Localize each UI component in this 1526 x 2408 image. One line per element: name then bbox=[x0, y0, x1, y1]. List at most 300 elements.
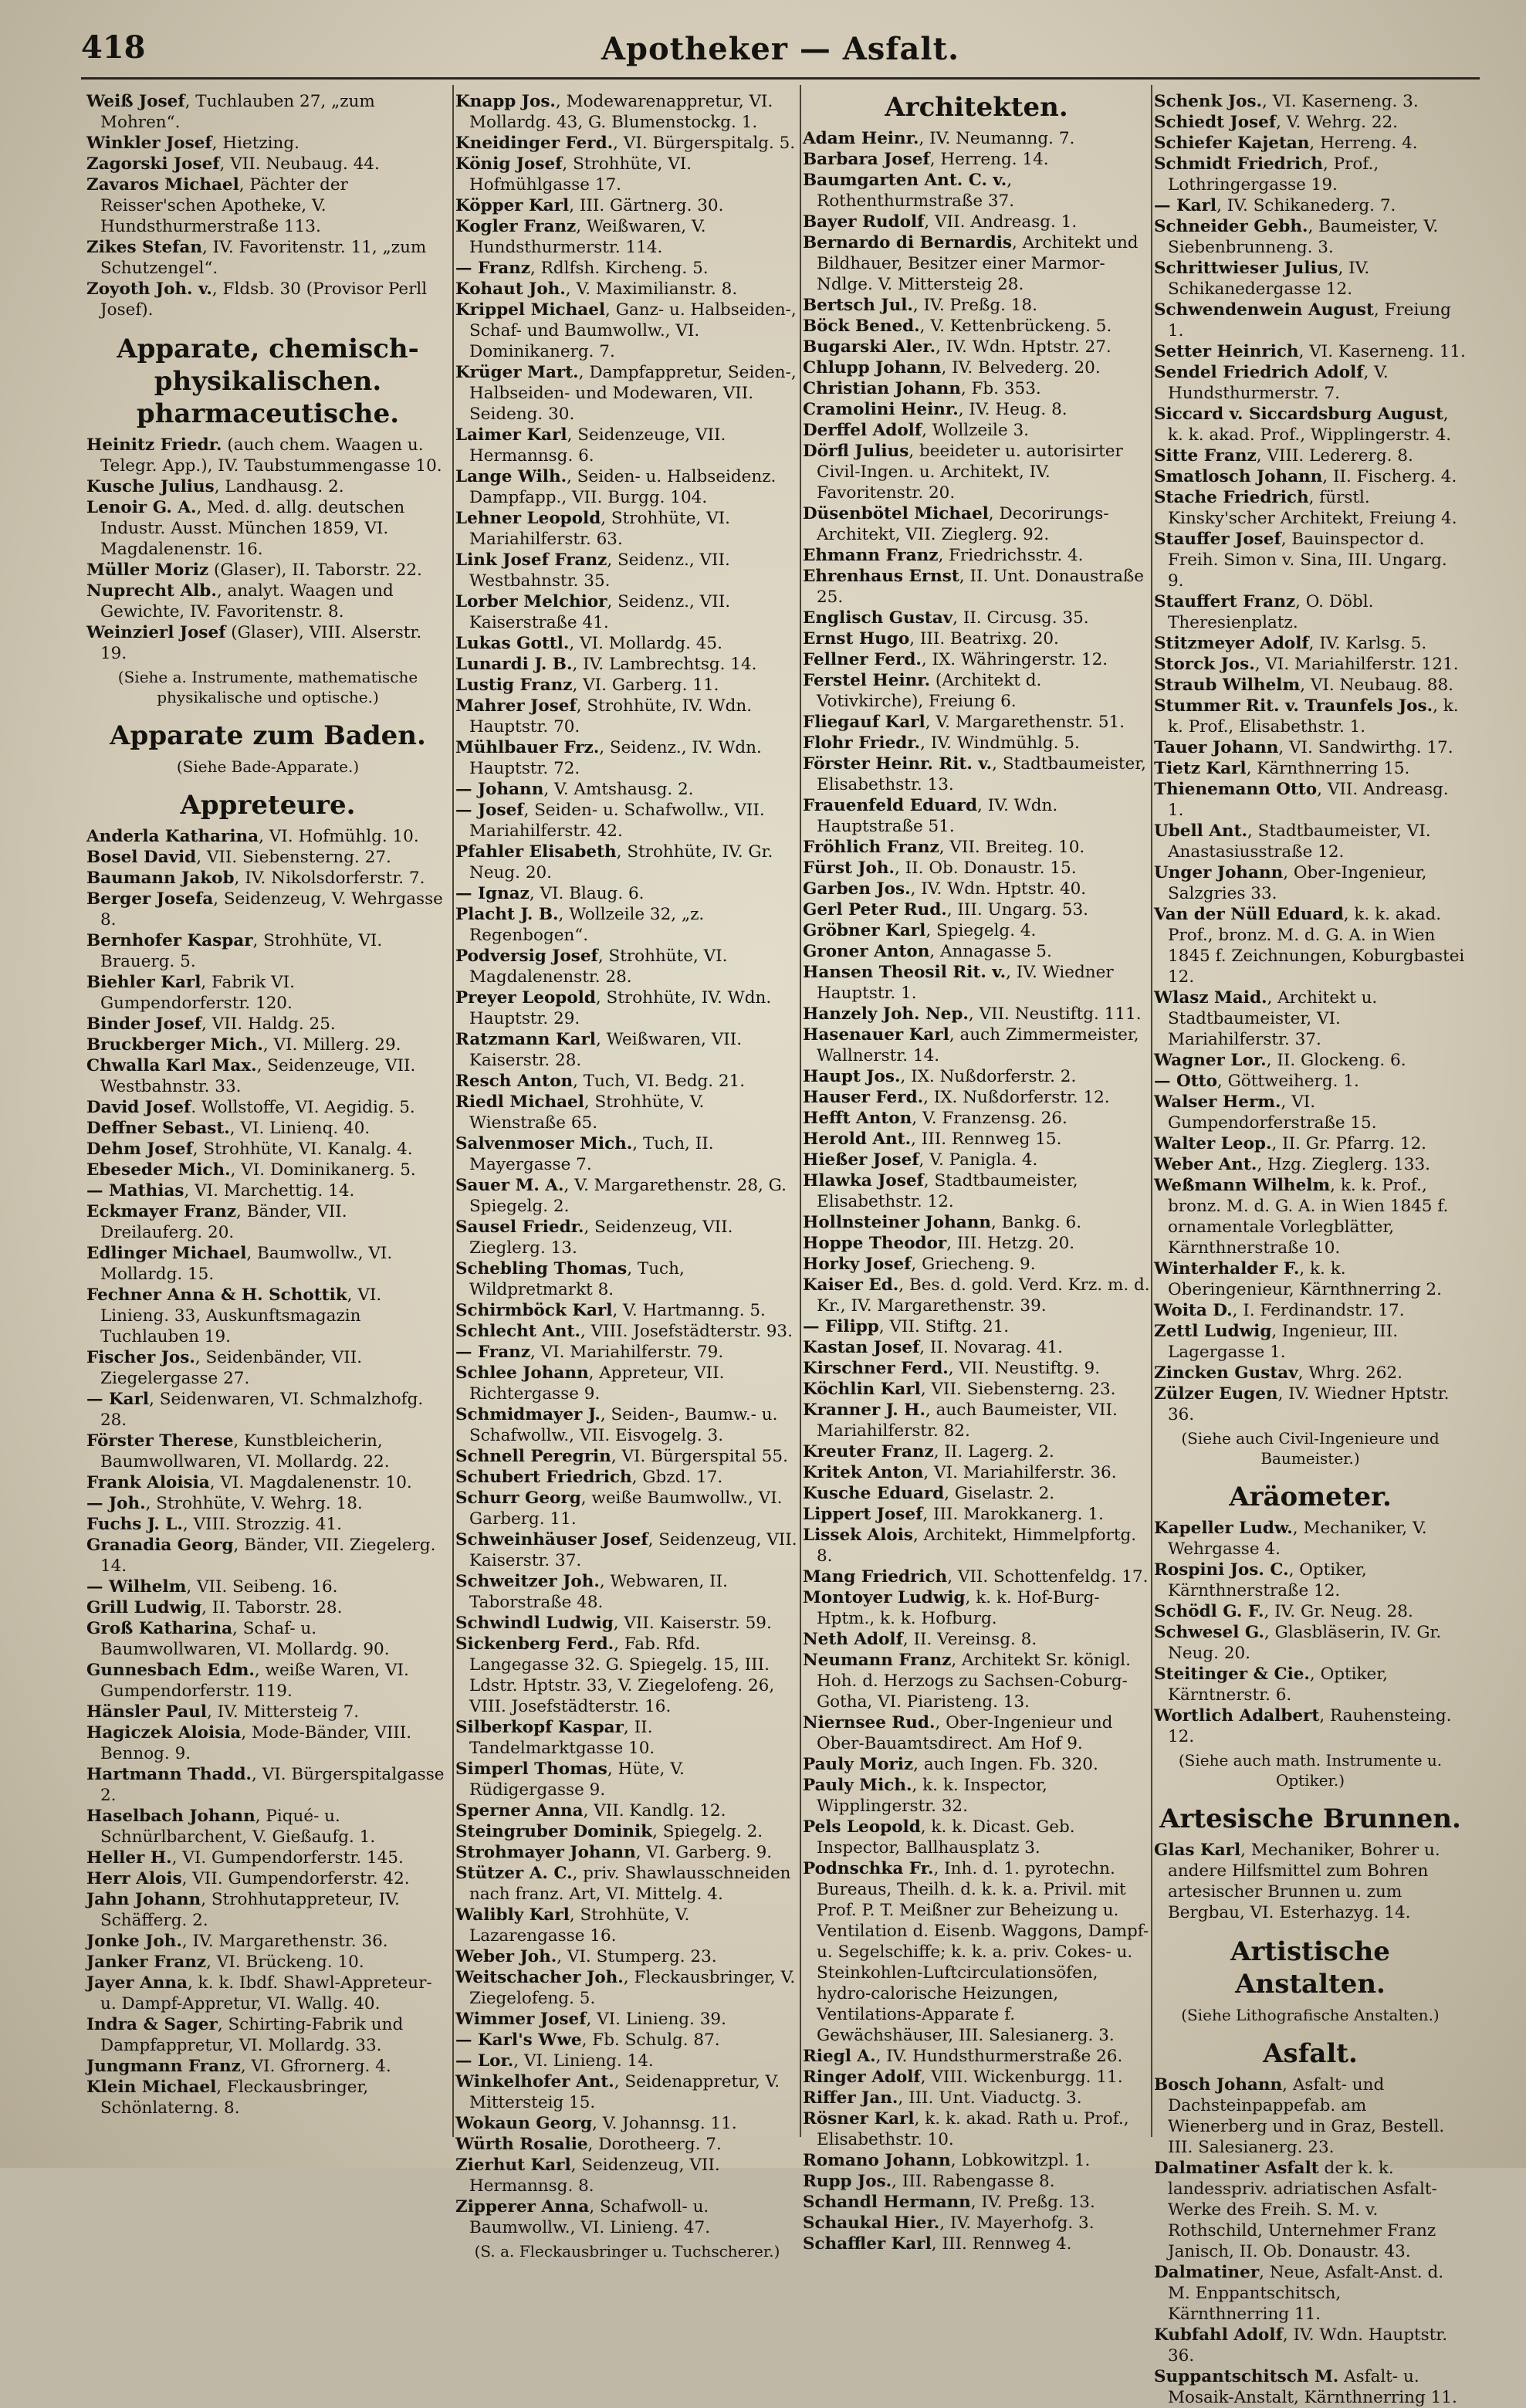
entry-details: , III. Marokkanerg. 1. bbox=[922, 1505, 1104, 1524]
entry-details: , Mechaniker, Bohrer u. andere Hilfsmittel zum Bohren artesischer Brunnen u. zum Bergbau, VI. Esterhazyg. 14. bbox=[1168, 1841, 1440, 1922]
entry-name: Schweinhäuser Josef bbox=[455, 1530, 648, 1549]
directory-entry bbox=[86, 1514, 449, 1535]
entry-name: Adam Heinr. bbox=[803, 129, 919, 148]
entry-details: , Pächter der Reisser'schen Apotheke, V. Hundsthurmerstraße 113. bbox=[100, 175, 348, 236]
entry-name: Fürst Joh. bbox=[803, 859, 895, 878]
directory-entry bbox=[86, 622, 449, 664]
entry-name: Kapeller Ludw. bbox=[1154, 1519, 1293, 1538]
entry-details: , Architekt u. Stadtbaumeister, VI. Mariahilferstr. 37. bbox=[1168, 988, 1378, 1049]
entry-name: Chwalla Karl Max. bbox=[86, 1056, 257, 1075]
entry-name: Garben Jos. bbox=[803, 879, 911, 899]
column-divider bbox=[1151, 85, 1152, 2137]
entry-name: Steitinger & Cie. bbox=[1154, 1665, 1310, 1684]
section-heading-apparate-chemisch: Apparate, chemisch-physikalischen. pharmaceutische. bbox=[117, 334, 419, 429]
entry-details: , Landhausg. 2. bbox=[214, 477, 344, 496]
entry-name: Schödl G. F. bbox=[1154, 1602, 1264, 1621]
entry-name: Stummer Rit. v. Traunfels Jos. bbox=[1154, 696, 1433, 716]
entry-name: Schaffler Karl bbox=[803, 2234, 932, 2254]
directory-entry bbox=[86, 1722, 449, 1764]
entry-name: Sauer M. A. bbox=[455, 1176, 564, 1195]
entry-details: , VII. Kaiserstr. 59. bbox=[613, 1614, 772, 1633]
entry-name: Zikes Stefan bbox=[86, 238, 202, 257]
directory-entry bbox=[455, 2134, 799, 2155]
directory-entry bbox=[1154, 1321, 1467, 1363]
entry-details: , Prof., Lothringergasse 19. bbox=[1168, 154, 1379, 195]
entry-name: Zincken Gustav bbox=[1154, 1363, 1298, 1383]
entry-details: , VI. Mollardg. 45. bbox=[569, 634, 722, 653]
entry-details: , Weißwaren, V. Hundsthurmerstr. 114. bbox=[469, 217, 706, 257]
entry-name: Strohmayer Johann bbox=[455, 1843, 636, 1862]
directory-entry bbox=[1154, 341, 1467, 362]
directory-entry bbox=[1154, 133, 1467, 154]
directory-entry bbox=[86, 1764, 449, 1806]
directory-entry bbox=[86, 889, 449, 930]
directory-entry bbox=[86, 279, 449, 320]
entry-details: , Kärnthnerring 15. bbox=[1246, 759, 1410, 778]
entry-name: Mühlbauer Frz. bbox=[455, 738, 600, 757]
directory-entry bbox=[86, 1285, 449, 1347]
directory-entry bbox=[455, 300, 799, 362]
section-heading-asfalt: Asfalt. bbox=[1263, 2038, 1358, 2069]
directory-entry bbox=[86, 154, 449, 174]
directory-entry bbox=[455, 154, 799, 195]
entry-details: , V. Hartmanng. 5. bbox=[612, 1301, 766, 1320]
directory-entry bbox=[1154, 404, 1467, 445]
entry-details: , Fabrik VI. Gumpendorferstr. 120. bbox=[100, 973, 295, 1013]
directory-entry bbox=[455, 258, 799, 279]
entry-name: Kreuter Franz bbox=[803, 1442, 934, 1461]
entry-details: (Glaser), II. Taborstr. 22. bbox=[208, 561, 422, 580]
directory-entry bbox=[455, 1571, 799, 1613]
directory-entry bbox=[1154, 2325, 1467, 2366]
entry-name: Lenoir G. A. bbox=[86, 498, 197, 517]
entry-name: Laimer Karl bbox=[455, 425, 567, 445]
directory-entry bbox=[455, 550, 799, 591]
directory-entry bbox=[455, 195, 799, 216]
entry-name: Schmidt Friedrich bbox=[1154, 154, 1323, 174]
entry-name: Riedl Michael bbox=[455, 1092, 584, 1112]
directory-entry bbox=[86, 581, 449, 622]
entry-details: , Strohhüte, IV. Wdn. Hauptstr. 70. bbox=[469, 696, 753, 737]
entry-details: , IV. Wiedner Hauptstr. 1. bbox=[817, 963, 1114, 1003]
entry-name: Wimmer Josef bbox=[455, 2010, 587, 2029]
entry-details: , VI. Mariahilferstr. 79. bbox=[530, 1343, 724, 1362]
entry-name: Unger Johann bbox=[1154, 863, 1284, 882]
entry-name: Frauenfeld Eduard bbox=[803, 796, 978, 815]
directory-entry bbox=[455, 1863, 799, 1905]
directory-entry bbox=[455, 1634, 799, 1717]
entry-details: , V. Margarethenstr. 28, G. Spiegelg. 2. bbox=[469, 1176, 787, 1216]
entry-name: Dalmatiner bbox=[1154, 2263, 1260, 2282]
directory-entry bbox=[803, 128, 1150, 149]
entry-name: Smatlosch Johann bbox=[1154, 467, 1323, 486]
section-heading-artesische-brunnen: Artesische Brunnen. bbox=[1159, 1803, 1461, 1834]
entry-details: , VI. Bürgerspitalg. 5. bbox=[613, 134, 796, 153]
entry-name: Steingruber Dominik bbox=[455, 1822, 653, 1841]
entry-details: , VII. Neubaug. 44. bbox=[219, 154, 380, 174]
directory-entry bbox=[1154, 779, 1467, 821]
directory-entry bbox=[803, 1233, 1150, 1254]
entry-name: Hansen Theosil Rit. v. bbox=[803, 963, 1007, 982]
directory-entry bbox=[1154, 1071, 1467, 1092]
entry-name: Schandl Hermann bbox=[803, 2193, 971, 2212]
directory-entry bbox=[86, 1118, 449, 1139]
entry-name: Weitschacher Joh. bbox=[455, 1968, 624, 1987]
entry-details: , Weißwaren, VII. Kaiserstr. 28. bbox=[469, 1030, 743, 1070]
entry-details: , VII. Seibeng. 16. bbox=[186, 1577, 338, 1597]
entry-details: . Wollstoffe, VI. Aegidig. 5. bbox=[191, 1098, 415, 1117]
entry-name: Zülzer Eugen bbox=[1154, 1384, 1278, 1404]
entry-name: Kritek Anton bbox=[803, 1463, 924, 1482]
entry-details: , Baumeister, V. Siebenbrunneng. 3. bbox=[1168, 217, 1439, 257]
directory-entry bbox=[803, 1483, 1150, 1504]
entry-details: , IV. Belvederg. 20. bbox=[941, 358, 1101, 378]
directory-entry bbox=[803, 1025, 1150, 1066]
directory-entry bbox=[1154, 904, 1467, 987]
entry-list bbox=[86, 826, 449, 2118]
entry-name: Baumgarten Ant. C. v. bbox=[803, 171, 1007, 190]
entry-details: , Freiung 1. bbox=[1168, 300, 1451, 340]
entry-name: Lukas Gottl. bbox=[455, 634, 570, 653]
directory-entry bbox=[455, 1092, 799, 1133]
entry-details: , IX. Nußdorferstr. 2. bbox=[900, 1067, 1077, 1086]
directory-entry bbox=[803, 1587, 1150, 1629]
directory-entry bbox=[803, 1379, 1150, 1400]
entry-details: , VII. Andreasg. 1. bbox=[924, 212, 1078, 232]
directory-entry bbox=[86, 91, 449, 133]
entry-name: Pauly Moriz bbox=[803, 1755, 914, 1774]
entry-details: , Hzg. Zieglerg. 133. bbox=[1257, 1155, 1430, 1174]
entry-details: , Herreng. 4. bbox=[1309, 134, 1418, 153]
entry-details: , Strohhüte, VI. Mariahilferstr. 63. bbox=[469, 509, 730, 549]
entry-details: , Seiden- u. Halbseidenz. Dampfapp., VII. Burgg. 104. bbox=[469, 467, 777, 507]
directory-entry bbox=[803, 2046, 1150, 2067]
entry-details: (Architekt d. Votivkirche), Freiung 6. bbox=[817, 671, 1042, 711]
entry-name: Edlinger Michael bbox=[86, 1244, 247, 1263]
entry-details: , VI. Magdalenenstr. 10. bbox=[209, 1473, 412, 1492]
cross-reference-note: (Siehe auch math. Instrumente u. Optiker.) bbox=[1178, 1751, 1443, 1790]
entry-name: — Mathias bbox=[86, 1181, 184, 1201]
entry-details: , V. Margarethenstr. 51. bbox=[925, 713, 1125, 732]
directory-entry bbox=[86, 1201, 449, 1243]
entry-name: Hartmann Thadd. bbox=[86, 1765, 252, 1784]
entry-name: Ubell Ant. bbox=[1154, 821, 1248, 841]
directory-entry bbox=[86, 1973, 449, 2014]
entry-details: , VIII. Strozzig. 41. bbox=[182, 1515, 342, 1534]
directory-entry bbox=[1154, 591, 1467, 633]
entry-name: Stitzmeyer Adolf bbox=[1154, 634, 1309, 653]
entry-details: , Modewarenappretur, VI. Mollardg. 43, G. Blumenstockg. 1. bbox=[469, 92, 773, 132]
entry-name: Indra & Sager bbox=[86, 2015, 218, 2034]
entry-name: Frank Aloisia bbox=[86, 1473, 210, 1492]
directory-entry bbox=[86, 826, 449, 847]
entry-details: , Fab. Rfd. Langegasse 32. G. Spiegelg. 15, III. Ldstr. Hptstr. 33, V. Ziegelofeng. 26, VIII. Josefstädterstr. 16. bbox=[469, 1634, 775, 1716]
entry-list bbox=[803, 128, 1150, 2254]
entry-details: , II. Taborstr. 28. bbox=[201, 1598, 343, 1617]
directory-entry bbox=[455, 654, 799, 675]
entry-name: Podnschka Fr. bbox=[803, 1859, 934, 1878]
entry-name: — Johann bbox=[455, 780, 544, 799]
entry-name: Schurr Georg bbox=[455, 1488, 581, 1508]
entry-details: , Ganz- u. Halbseiden-, Schaf- und Baumwollw., VI. Dominikanerg. 7. bbox=[469, 300, 797, 361]
entry-details: , VI. Gumpendorferstraße 15. bbox=[1168, 1092, 1377, 1133]
entry-name: Horky Josef bbox=[803, 1255, 912, 1274]
directory-entry bbox=[1154, 529, 1467, 591]
entry-name: Förster Therese bbox=[86, 1431, 234, 1451]
entry-name: Dehm Josef bbox=[86, 1140, 193, 1159]
directory-entry bbox=[86, 1243, 449, 1285]
entry-details: , Piqué- u. Schnürlbarchent, V. Gießaufg. 1. bbox=[100, 1807, 376, 1847]
directory-entry bbox=[1154, 737, 1467, 758]
entry-name: Ebeseder Mich. bbox=[86, 1160, 231, 1180]
directory-entry bbox=[1154, 154, 1467, 195]
directory-entry bbox=[803, 1254, 1150, 1275]
entry-name: Suppantschitsch M. bbox=[1154, 2367, 1339, 2386]
entry-details: , Optiker, Kärnthnerstraße 12. bbox=[1168, 1560, 1367, 1600]
entry-name: Schlecht Ant. bbox=[455, 1322, 580, 1341]
entry-name: Bosel David bbox=[86, 848, 197, 867]
entry-name: Wagner Lor. bbox=[1154, 1051, 1267, 1070]
entry-name: Biehler Karl bbox=[86, 973, 201, 992]
entry-name: Bayer Rudolf bbox=[803, 212, 925, 232]
directory-entry bbox=[455, 1363, 799, 1404]
entry-details: , Göttweiherg. 1. bbox=[1216, 1072, 1359, 1091]
entry-name: Fellner Ferd. bbox=[803, 650, 922, 669]
entry-name: Riffer Jan. bbox=[803, 2088, 898, 2108]
entry-details: , Seidenzeuge, VII. Hermannsg. 6. bbox=[469, 425, 726, 466]
directory-entry bbox=[86, 1702, 449, 1722]
entry-name: Hefft Anton bbox=[803, 1109, 912, 1128]
entry-name: Glas Karl bbox=[1154, 1841, 1241, 1860]
entry-name: — Karl's Wwe bbox=[455, 2030, 582, 2050]
directory-entry bbox=[803, 212, 1150, 232]
entry-details: , Seidenzeug, VII. Hermannsg. 8. bbox=[469, 2156, 720, 2196]
entry-name: Herold Ant. bbox=[803, 1129, 912, 1149]
entry-details: , Fleckausbringer, V. Ziegelofeng. 5. bbox=[469, 1968, 796, 2008]
entry-name: Krüger Mart. bbox=[455, 363, 579, 382]
directory-entry bbox=[803, 420, 1150, 441]
entry-details: , VI. Brückeng. 10. bbox=[206, 1952, 364, 1972]
entry-details: , VII. Schottenfeldg. 17. bbox=[947, 1567, 1149, 1587]
directory-entry bbox=[86, 1868, 449, 1889]
entry-details: , Strohhüte, VI. Kanalg. 4. bbox=[192, 1140, 413, 1159]
entry-name: Köchlin Karl bbox=[803, 1380, 921, 1399]
directory-entry bbox=[86, 1660, 449, 1702]
entry-details: , VII. Siebensterng. 27. bbox=[196, 848, 391, 867]
directory-entry bbox=[1154, 1363, 1467, 1383]
directory-entry bbox=[455, 216, 799, 258]
entry-name: Pauly Mich. bbox=[803, 1776, 912, 1795]
entry-name: Rösner Karl bbox=[803, 2109, 915, 2129]
entry-details: , Tuchlauben 27, „zum Mohren“. bbox=[100, 92, 375, 132]
page-number: 418 bbox=[81, 29, 146, 66]
entry-details: , II. Circusg. 35. bbox=[952, 608, 1089, 628]
entry-name: Gerl Peter Rud. bbox=[803, 900, 947, 920]
entry-details: , Seidenzeuge, VII. Westbahnstr. 33. bbox=[100, 1056, 416, 1096]
directory-entry bbox=[455, 508, 799, 550]
directory-entry bbox=[803, 754, 1150, 795]
directory-entry bbox=[1154, 633, 1467, 654]
entry-details: , Tuch, Wildpretmarkt 8. bbox=[469, 1259, 685, 1299]
directory-entry bbox=[86, 1847, 449, 1868]
entry-details: , VII. Kandlg. 12. bbox=[583, 1801, 726, 1820]
entry-name: Siccard v. Siccardsburg August bbox=[1154, 405, 1443, 424]
entry-name: Lange Wilh. bbox=[455, 467, 567, 486]
section-heading-apparate-baden: Apparate zum Baden. bbox=[110, 720, 426, 751]
entry-name: Mahrer Josef bbox=[455, 696, 577, 716]
directory-entry bbox=[803, 316, 1150, 337]
directory-entry bbox=[455, 2155, 799, 2196]
cross-reference-note: (Siehe auch Civil-Ingenieure und Baumeister.) bbox=[1181, 1429, 1440, 1468]
directory-entry bbox=[803, 1170, 1150, 1212]
entry-details: , II. Lagerg. 2. bbox=[933, 1442, 1054, 1461]
directory-entry bbox=[455, 1488, 799, 1529]
entry-name: Lehner Leopold bbox=[455, 509, 601, 528]
entry-details: , fürstl. Kinsky'scher Architekt, Freiung 4. bbox=[1168, 488, 1457, 528]
entry-details: , Kunstbleicherin, Baumwollwaren, VI. Mollardg. 22. bbox=[100, 1431, 390, 1472]
entry-details: , Strohhüte, VI. Brauerg. 5. bbox=[100, 931, 383, 971]
entry-details: , Friedrichsstr. 4. bbox=[938, 546, 1084, 565]
directory-entry bbox=[803, 399, 1150, 420]
entry-name: Neumann Franz bbox=[803, 1651, 952, 1670]
entry-details: , Tuch, VI. Bedg. 21. bbox=[573, 1072, 746, 1091]
entry-name: Winterhalder F. bbox=[1154, 1259, 1300, 1279]
entry-details: , VII. Siebensterng. 23. bbox=[920, 1380, 1116, 1399]
entry-name: David Josef bbox=[86, 1098, 191, 1117]
entry-details: , Hietzing. bbox=[211, 134, 299, 153]
entry-name: Kirschner Ferd. bbox=[803, 1359, 949, 1378]
column-4 bbox=[1154, 91, 1467, 2407]
entry-name: Grill Ludwig bbox=[86, 1598, 202, 1617]
entry-details: , k. k. akad. Rath u. Prof., Elisabethstr. 10. bbox=[817, 2109, 1129, 2149]
directory-entry bbox=[86, 930, 449, 972]
entry-name: Walibly Karl bbox=[455, 1905, 570, 1925]
entry-name: Bernhofer Kaspar bbox=[86, 931, 253, 950]
entry-name: Fröhlich Franz bbox=[803, 838, 939, 857]
entry-details: , Dorotheerg. 7. bbox=[587, 2135, 722, 2154]
directory-entry bbox=[1154, 445, 1467, 466]
directory-entry bbox=[803, 2234, 1150, 2254]
entry-details: , IV. Hundsthurmerstraße 26. bbox=[875, 2047, 1123, 2066]
entry-details: , IX. Nußdorferstr. 12. bbox=[923, 1088, 1110, 1107]
directory-entry bbox=[803, 1212, 1150, 1233]
directory-entry bbox=[803, 670, 1150, 712]
entry-name: Schiedt Josef bbox=[1154, 113, 1277, 132]
directory-entry bbox=[86, 1806, 449, 1847]
directory-entry bbox=[803, 1358, 1150, 1379]
entry-name: Jahn Johann bbox=[86, 1890, 201, 1909]
entry-details: , V. Kettenbrückeng. 5. bbox=[919, 317, 1112, 336]
entry-name: Lorber Melchior bbox=[455, 592, 607, 611]
cross-reference-note: (S. a. Fleckausbringer u. Tuchscherer.) bbox=[474, 2242, 780, 2261]
entry-details: , VI. Mariahilferstr. 36. bbox=[923, 1463, 1117, 1482]
entry-details: , IV. Schikanedergasse 12. bbox=[1168, 259, 1370, 299]
directory-entry bbox=[803, 1629, 1150, 1650]
directory-entry bbox=[455, 1613, 799, 1634]
directory-entry bbox=[803, 232, 1150, 295]
entry-name: Thienemann Otto bbox=[1154, 780, 1318, 799]
directory-entry bbox=[86, 1431, 449, 1472]
directory-entry bbox=[455, 1946, 799, 1967]
entry-details: , Griecheng. 9. bbox=[911, 1255, 1036, 1274]
entry-details: , VI. Linienq. 40. bbox=[229, 1119, 371, 1138]
directory-entry bbox=[455, 696, 799, 737]
directory-entry bbox=[86, 476, 449, 497]
entry-name: Ehrenhaus Ernst bbox=[803, 567, 959, 586]
directory-entry bbox=[1154, 1664, 1467, 1705]
directory-entry bbox=[803, 1150, 1150, 1170]
entry-details: , Stadtbaumeister, VI. Anastasiusstraße 12. bbox=[1168, 821, 1431, 862]
directory-entry bbox=[803, 295, 1150, 316]
entry-name: Nuprecht Alb. bbox=[86, 581, 217, 601]
entry-details: , VI. Linieng. 39. bbox=[586, 2010, 726, 2029]
entry-details: , VII. Neustiftg. 9. bbox=[948, 1359, 1101, 1378]
directory-entry bbox=[803, 2150, 1150, 2171]
entry-name: Weber Joh. bbox=[455, 1947, 557, 1966]
entry-details: , II. Unt. Donaustraße 25. bbox=[817, 567, 1144, 607]
directory-entry bbox=[86, 1055, 449, 1097]
entry-details: , IV. Margarethenstr. 36. bbox=[181, 1932, 388, 1951]
entry-name: Bugarski Aler. bbox=[803, 337, 936, 357]
entry-name: Zavaros Michael bbox=[86, 175, 239, 195]
directory-entry bbox=[1154, 195, 1467, 216]
entry-name: — Filipp bbox=[803, 1317, 879, 1336]
entry-name: Kneidinger Ferd. bbox=[455, 134, 614, 153]
entry-name: Gröbner Karl bbox=[803, 921, 926, 940]
directory-entry bbox=[803, 608, 1150, 628]
entry-details: , Bänder, VII. Dreilauferg. 20. bbox=[100, 1202, 347, 1242]
directory-entry bbox=[86, 1535, 449, 1577]
directory-entry bbox=[1154, 1622, 1467, 1664]
entry-name: Lippert Josef bbox=[803, 1505, 923, 1524]
entry-details: , k. k. Ibdf. Shawl-Appreteur- u. Dampf-Appretur, VI. Wallg. 40. bbox=[100, 1973, 432, 2013]
entry-name: Woita D. bbox=[1154, 1301, 1233, 1320]
entry-name: Kusche Eduard bbox=[803, 1484, 945, 1503]
directory-entry bbox=[455, 1342, 799, 1363]
entry-name: Placht J. B. bbox=[455, 905, 559, 924]
entry-name: Bruckberger Mich. bbox=[86, 1035, 263, 1055]
entry-details: , Rdlfsh. Kircheng. 5. bbox=[530, 259, 709, 278]
entry-details: , IV. Heug. 8. bbox=[958, 400, 1068, 419]
entry-list bbox=[1154, 1840, 1467, 1923]
entry-name: Weiß Josef bbox=[86, 92, 185, 111]
directory-entry bbox=[455, 1905, 799, 1946]
entry-details: , Schafwoll- u. Baumwollw., VI. Linieng. 47. bbox=[469, 2197, 711, 2237]
entry-details: , Tuch, II. Mayergasse 7. bbox=[469, 1134, 714, 1174]
entry-name: Hoppe Theodor bbox=[803, 1234, 947, 1253]
entry-name: Klein Michael bbox=[86, 2078, 217, 2097]
entry-details: , IV. Preßg. 13. bbox=[970, 2193, 1095, 2212]
entry-name: Podversig Josef bbox=[455, 947, 598, 966]
directory-entry bbox=[803, 1754, 1150, 1775]
entry-details: , Annagasse 5. bbox=[929, 942, 1052, 961]
directory-entry bbox=[803, 1858, 1150, 2046]
entry-name: Rospini Jos. C. bbox=[1154, 1560, 1289, 1580]
directory-entry bbox=[86, 435, 449, 476]
entry-name: Chlupp Johann bbox=[803, 358, 942, 378]
directory-entry bbox=[86, 497, 449, 560]
directory-entry bbox=[803, 1462, 1150, 1483]
entry-name: Preyer Leopold bbox=[455, 988, 596, 1008]
entry-name: — Lor. bbox=[455, 2051, 514, 2071]
directory-entry bbox=[803, 545, 1150, 566]
entry-name: Walser Herm. bbox=[1154, 1092, 1281, 1112]
entry-name: — Karl bbox=[86, 1390, 150, 1409]
directory-entry bbox=[455, 1967, 799, 2009]
entry-details: , Rothenthurmstraße 37. bbox=[817, 171, 1015, 211]
entry-name: Schmidmayer J. bbox=[455, 1405, 601, 1424]
entry-name: Köpper Karl bbox=[455, 196, 570, 215]
